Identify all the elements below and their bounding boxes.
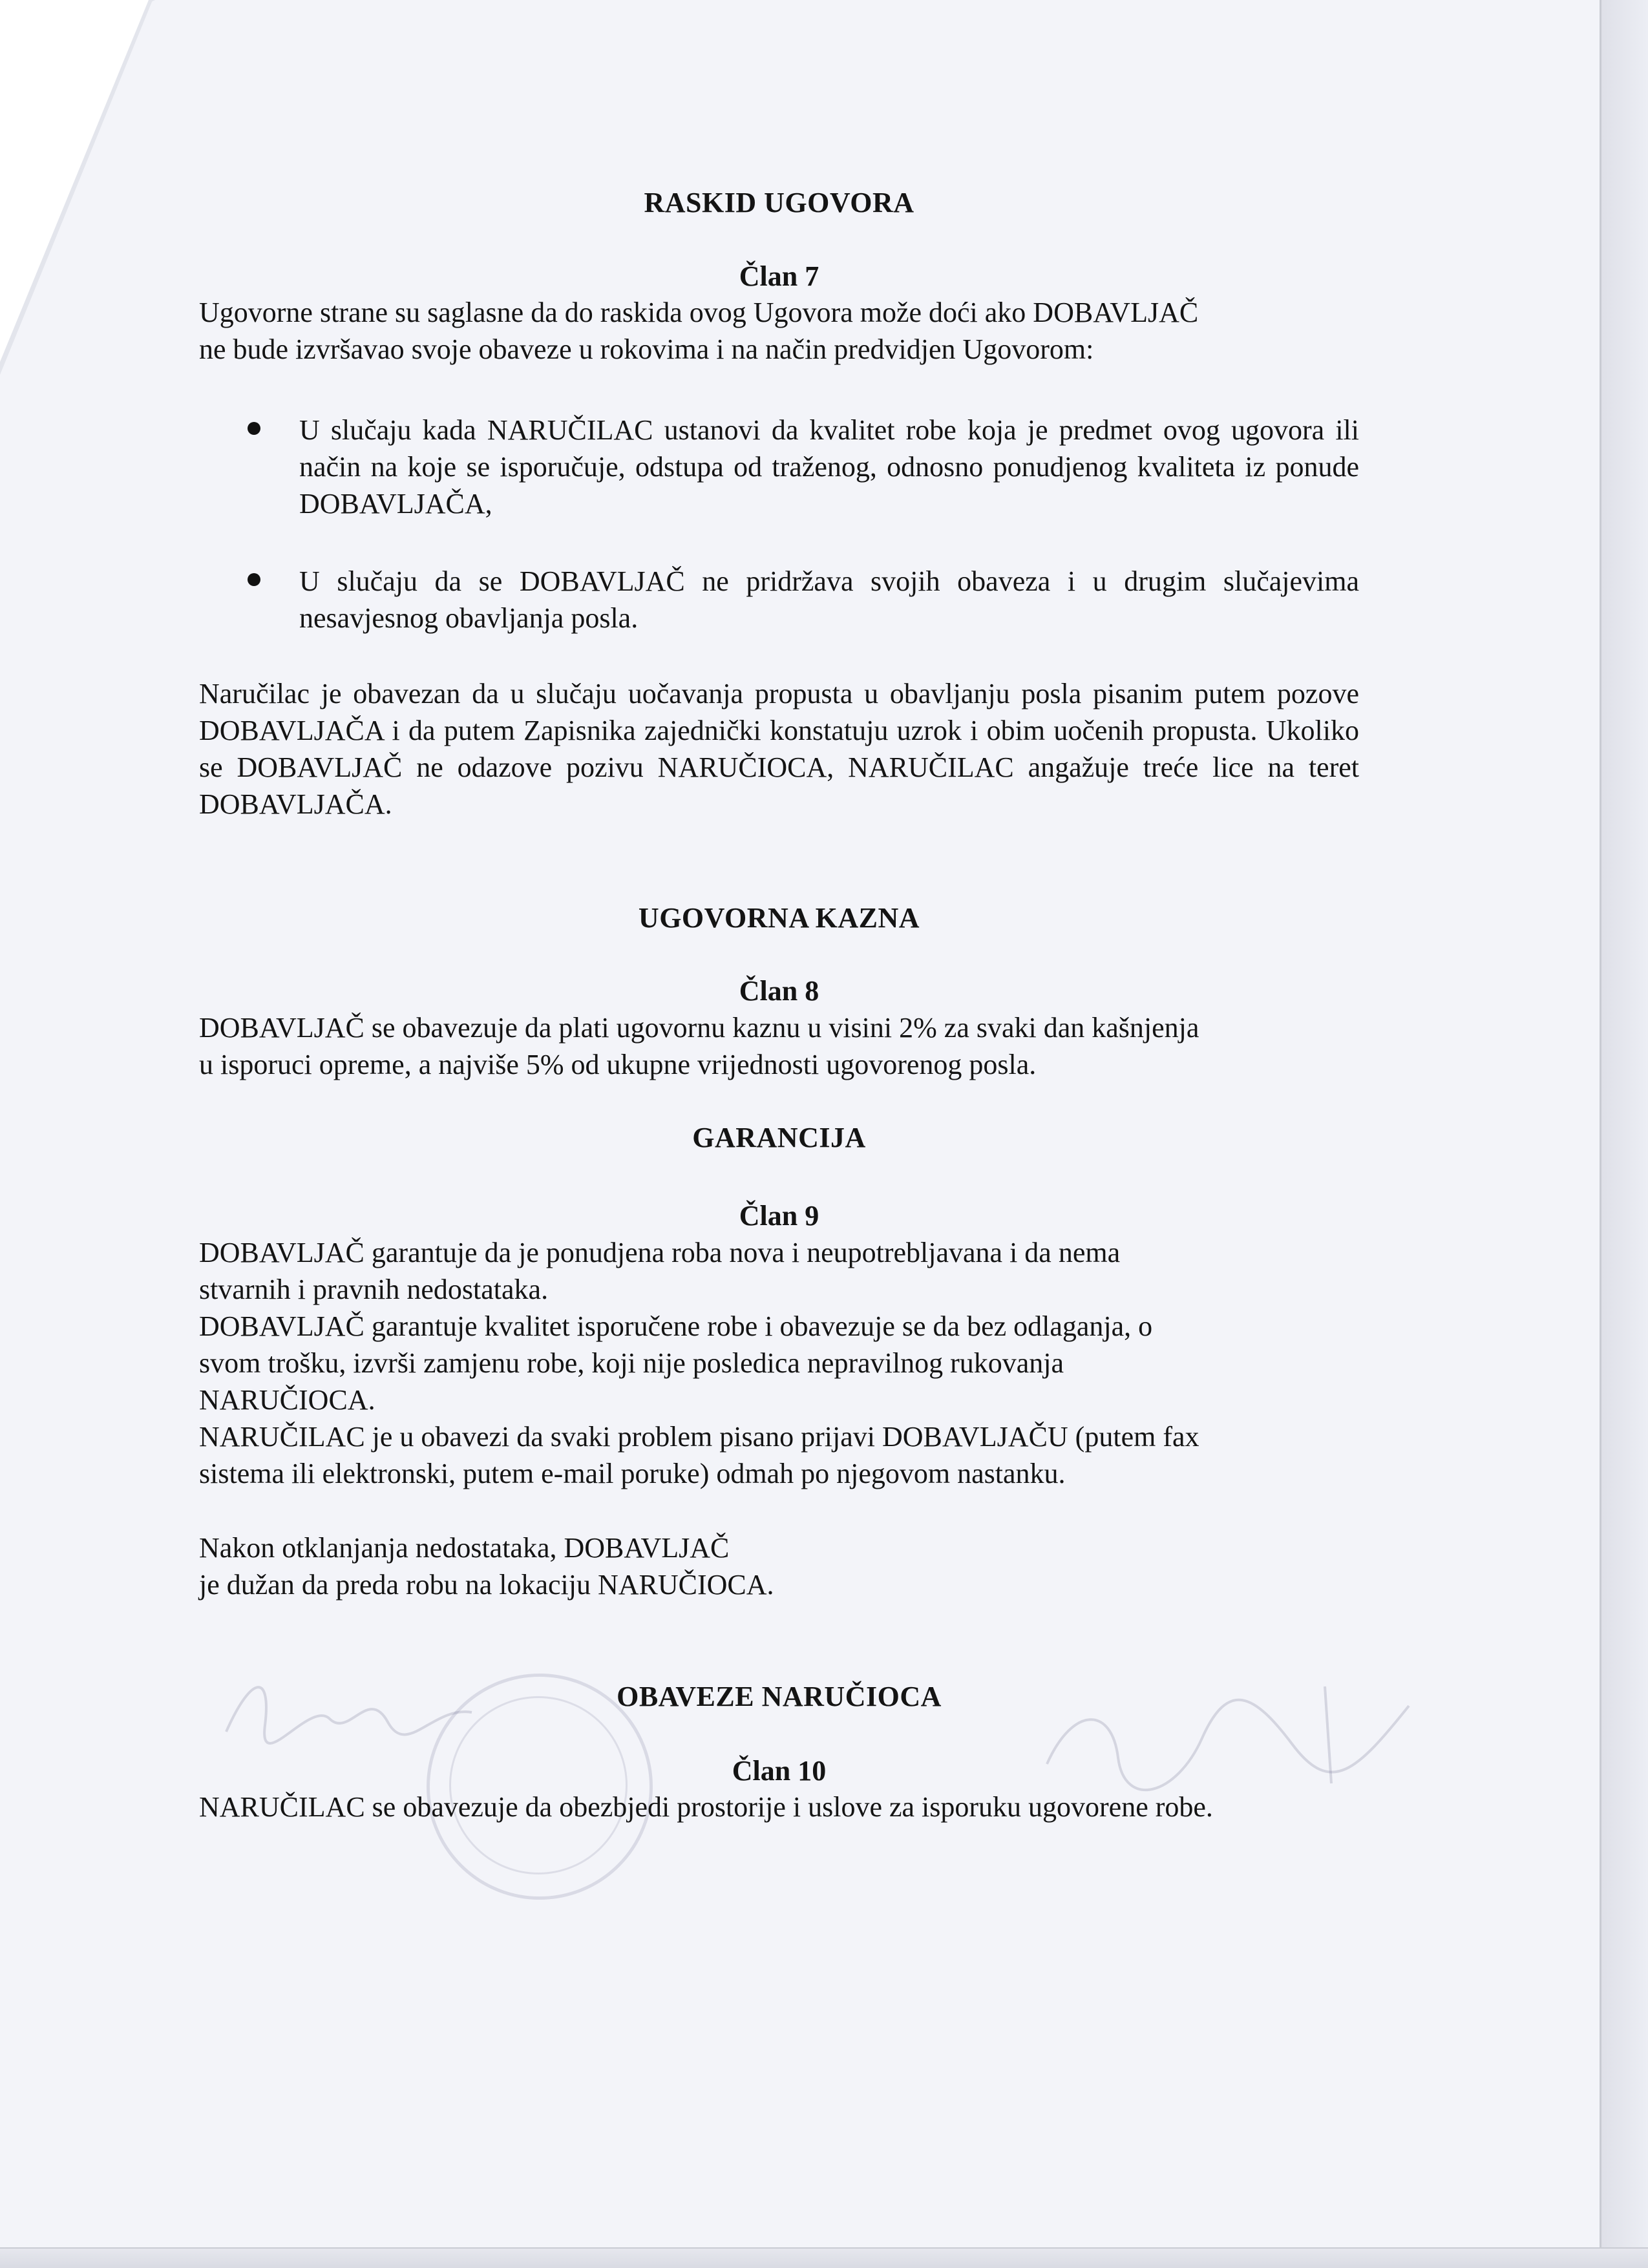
clan-10-label: Član 10 (732, 1755, 827, 1787)
clan-9-text-2: Nakon otklanjanja nedostataka, DOBAVLJAČ je dužan da preda robu na lokaciju NARUČIOCA. (199, 1532, 774, 1601)
page-bottom-edge (0, 2247, 1648, 2268)
heading-raskid-ugovora: RASKID UGOVORA (644, 187, 914, 218)
clan-7-label: Član 7 (739, 260, 819, 292)
folded-corner (0, 0, 149, 362)
heading-ugovorna-kazna: UGOVORNA KAZNA (638, 902, 920, 934)
bullet-text: U slučaju kada NARUČILAC ustanovi da kvalitet robe koja je predmet ovog ugovora ili način na koje se isporučuje, odstupa od traženog, odnosno ponudjenog kvaliteta iz ponude DOBAVLJAČA, (299, 414, 1359, 520)
clan-10-text: NARUČILAC se obavezuje da obezbjedi prostorije i uslove za isporuku ugovorene robe. (199, 1791, 1213, 1823)
clan-7-intro: Ugovorne strane su saglasne da do raskida ovog Ugovora može doći ako DOBAVLJAČ ne bude izvršavao svoje obaveze u rokovima i na način predvidjen Ugovorom: (199, 297, 1199, 365)
page-right-edge (1600, 0, 1648, 2268)
clan-8-text: DOBAVLJAČ se obavezuje da plati ugovornu kaznu u visini 2% za svaki dan kašnjenja u isporuci opreme, a najviše 5% od ukupne vrijednosti ugovorenog posla. (199, 1012, 1199, 1080)
clan-9-text: DOBAVLJAČ garantuje da je ponudjena roba nova i neupotrebljavana i da nema stvarnih i pravnih nedostataka. DOBAVLJAČ garantuje kvalitet isporučene robe i obavezuje se da bez odlaganja, o svom trošku, izvrši zamjenu robe, koji nije posledica nepravilnog rukovanja NARUČIOCA. NARUČILAC je u obavezi da svaki problem pisano prijavi DOBAVLJAČU (putem fax sistema ili elektronski, putem e-mail poruke) odmah po njegovom nastanku. (199, 1237, 1199, 1489)
clan-9-label: Član 9 (739, 1200, 819, 1232)
clan-7-outro: Naručilac je obavezan da u slučaju uočavanja propusta u obavljanju posla pisanim putem pozove DOBAVLJAČA i da putem Zapisnika zajednički konstatuju uzrok i obim uočenih propusta. Ukoliko se DOBAVLJAČ ne odazove pozivu NARUČIOCA, NARUČILAC angažuje treće lice na teret DOBAVLJAČA. (199, 678, 1359, 820)
clan-8-label: Član 8 (739, 975, 819, 1007)
bullet-dot-icon (248, 573, 260, 586)
heading-obaveze-narucioca: OBAVEZE NARUČIOCA (617, 1681, 942, 1712)
bullet-dot-icon (248, 422, 260, 435)
bullet-text: U slučaju da se DOBAVLJAČ ne pridržava svojih obaveza i u drugim slučajevima nesavjesnog obavljanja posla. (299, 565, 1359, 634)
heading-garancija: GARANCIJA (692, 1122, 866, 1153)
